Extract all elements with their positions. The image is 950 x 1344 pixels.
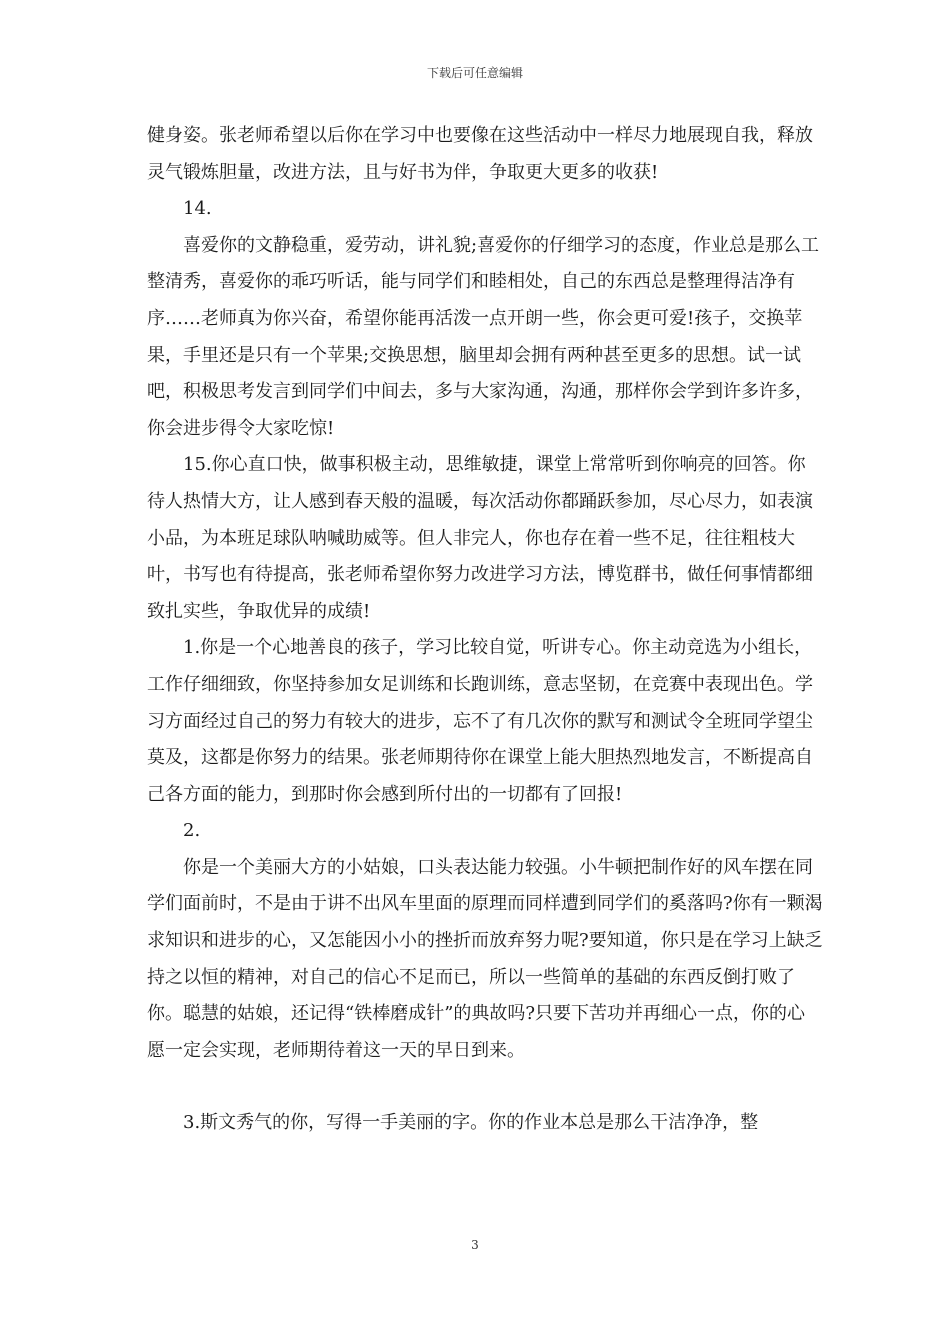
document-body: [147, 118, 823, 1142]
page-number: 3: [471, 1238, 479, 1252]
paragraph-number-2: 2.: [183, 820, 201, 842]
paragraph-comment-2: 你是一个美丽大方的小姑娘，口头表达能力较强。小牛顿把制作好的风车摆在同学们面前时，不是由于讲不出风车里面的原理而同样遭到同学们的奚落吗?你有一颗渴求知识和进步的心，又怎能因小小的挫折而放弃努力呢?要知道，你只是在学习上缺乏持之以恒的精神，对自己的信心不足而已，所以一些简单的基础的东西反倒打败了你。聪慧的姑娘，还记得“铁棒磨成针”的典故吗?只要下苦功并再细心一点，你的心愿一定会实现，老师期待着这一天的早日到来。: [147, 856, 823, 1061]
page-header: 下载后可任意编辑: [426, 66, 523, 80]
paragraph-comment-15: 15.你心直口快，做事积极主动，思维敏捷，课堂上常常听到你响亮的回答。你待人热情大方，让人感到春天般的温暖，每次活动你都踊跃参加，尽心尽力，如表演小品，为本班足球队呐喊助威等。但人非完人，你也存在着一些不足，往往粗枝大叶，书写也有待提高，张老师希望你努力改进学习方法，博览群书，做任何事情都细致扎实些，争取优异的成绩!: [147, 454, 813, 622]
paragraph-comment-3: 3.斯文秀气的你，写得一手美丽的字。你的作业本总是那么干洁净净，整: [183, 1112, 759, 1134]
paragraph-spacer: [147, 1069, 823, 1105]
paragraph-comment-14: 喜爱你的文静稳重，爱劳动，讲礼貌;喜爱你的仔细学习的态度，作业总是那么工整清秀，喜爱你的乖巧听话，能与同学们和睦相处，自己的东西总是整理得洁净有序……老师真为你兴奋，希望你能再活泼一点开朗一些，你会更可爱!孩子，交换苹果，手里还是只有一个苹果;交换思想，脑里却会拥有两种甚至更多的思想。试一试吧，积极思考发言到同学们中间去，多与大家沟通，沟通，那样你会学到许多许多，你会进步得令大家吃惊!: [147, 234, 820, 439]
paragraph-number-14: 14.: [183, 198, 212, 220]
paragraph-comment-1: 1.你是一个心地善良的孩子，学习比较自觉，听讲专心。你主动竞选为小组长，工作仔细细致，你坚持参加女足训练和长跑训练，意志坚韧，在竞赛中表现出色。学习方面经过自己的努力有较大的进步，忘不了有几次你的默写和测试令全班同学望尘莫及，这都是你努力的结果。张老师期待你在课堂上能大胆热烈地发言，不断提高自己各方面的能力，到那时你会感到所付出的一切都有了回报!: [147, 637, 813, 805]
paragraph-continuation: 健身姿。张老师希望以后你在学习中也要像在这些活动中一样尽力地展现自我，释放灵气锻炼胆量，改进方法，且与好书为伴，争取更大更多的收获!: [147, 125, 813, 183]
